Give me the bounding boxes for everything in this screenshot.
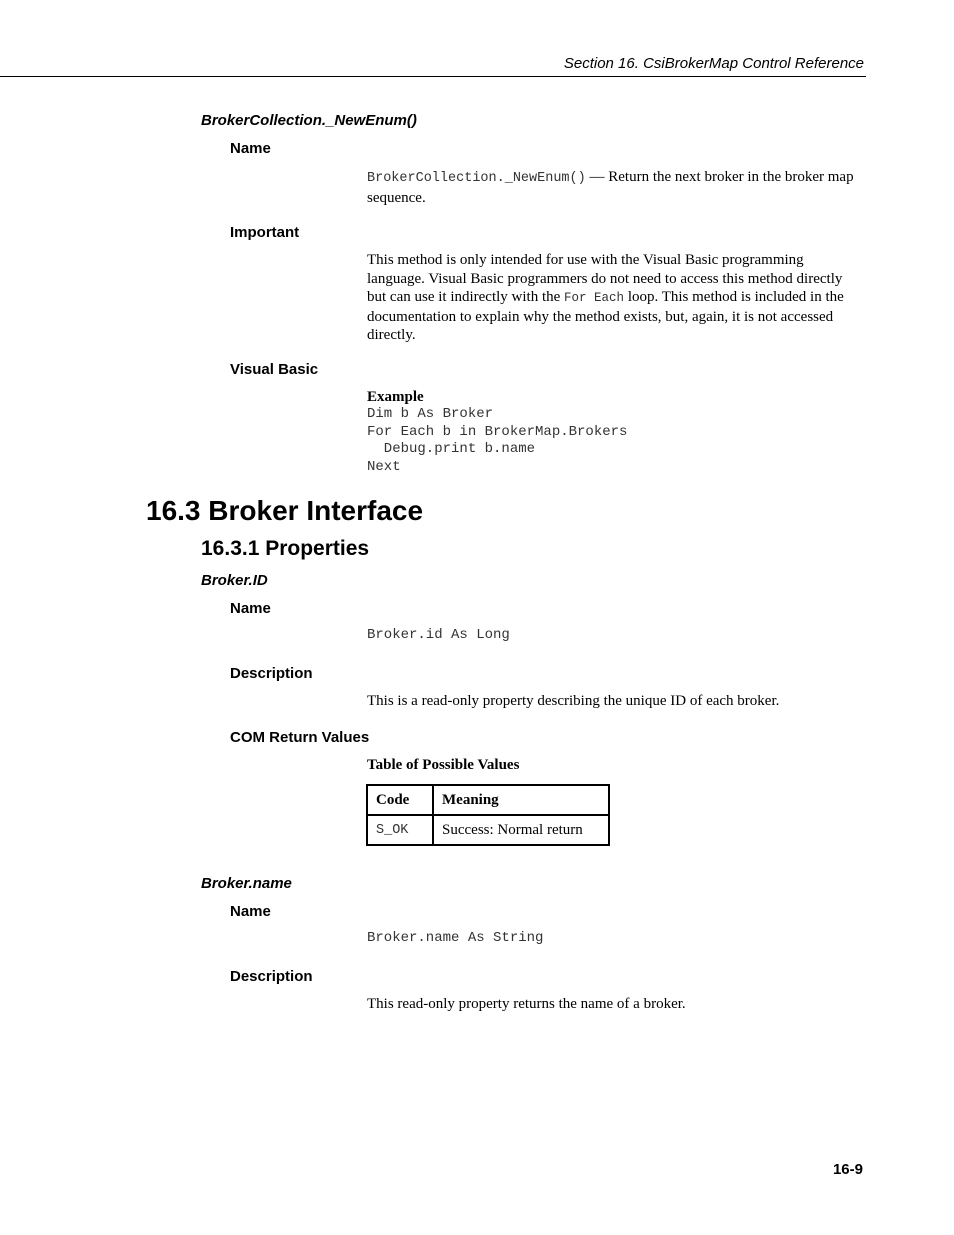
broker-name-signature: Broker.name As String — [367, 930, 544, 946]
page-number: 16-9 — [832, 1161, 863, 1178]
description-heading: Description — [230, 665, 313, 682]
subsection-heading: 16.3.1 Properties — [201, 537, 370, 560]
section-heading: 16.3 Broker Interface — [146, 495, 424, 526]
broker-id-description: This is a read-only property describing the unique ID of each broker. — [367, 693, 780, 709]
example-code-block: Dim b As Broker For Each b in BrokerMap.Brokers Debug.print b.name Next — [367, 406, 628, 475]
for-each-code: For Each — [564, 291, 625, 305]
important-heading: Important — [230, 224, 300, 241]
important-text — [367, 251, 854, 345]
name-heading: Name — [230, 903, 271, 920]
example-label: Example — [367, 389, 424, 405]
name-heading: Name — [230, 140, 271, 157]
header-rule — [0, 76, 866, 77]
name-text: — Return the next broker in the broker map sequence. — [367, 169, 854, 206]
description-heading: Description — [230, 968, 313, 985]
method-title-broker-id: Broker.ID — [201, 572, 268, 589]
table-cell-meaning: Success: Normal return — [433, 815, 609, 845]
broker-name-description: This read-only property returns the name of a broker. — [367, 996, 686, 1012]
important-text-part1: This method is only intended for use with the Visual Basic programming language. Visual Basic programmers do not need to access this method directly but can use it indirectly with the — [367, 252, 843, 305]
name-code: BrokerCollection._NewEnum() — [367, 171, 586, 186]
com-return-values-heading: COM Return Values — [230, 729, 370, 746]
table-cell-code: S_OK — [367, 815, 433, 845]
name-heading: Name — [230, 600, 271, 617]
table-caption: Table of Possible Values — [367, 757, 520, 773]
broker-id-signature: Broker.id As Long — [367, 627, 510, 643]
table-header-row — [367, 785, 609, 815]
visual-basic-heading: Visual Basic — [230, 361, 319, 378]
table-header-meaning: Meaning — [433, 785, 609, 815]
table-row — [367, 815, 609, 845]
method-title-newenum: BrokerCollection._NewEnum() — [201, 112, 417, 129]
name-description — [367, 168, 854, 207]
method-title-broker-name: Broker.name — [201, 875, 292, 892]
table-header-code: Code — [367, 785, 433, 815]
possible-values-table — [366, 784, 610, 846]
important-text-part2: loop. This method is included in the documentation to explain why the method exists, but, again, it is not accessed directly. — [367, 289, 844, 343]
running-header: Section 16. CsiBrokerMap Control Reference — [563, 55, 864, 72]
